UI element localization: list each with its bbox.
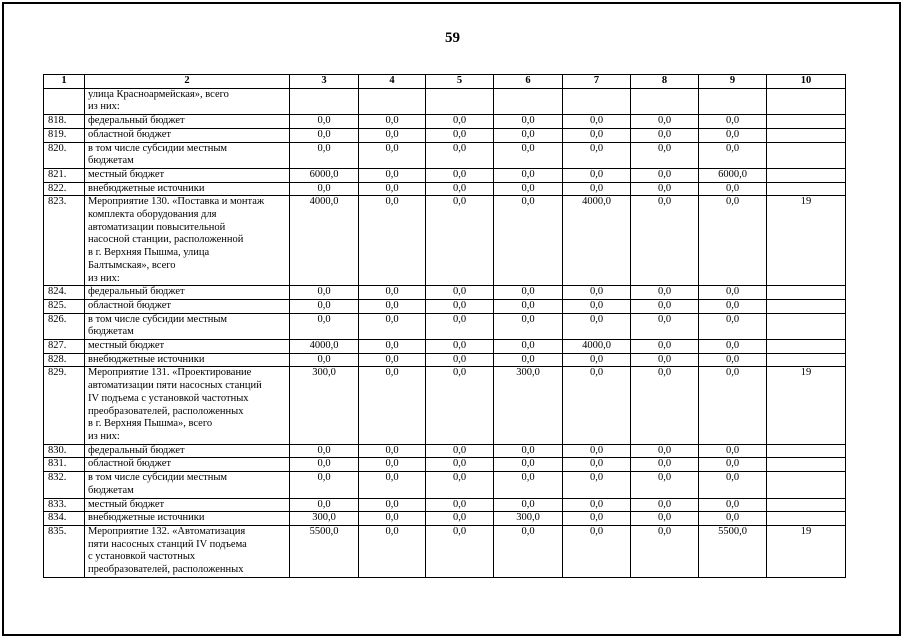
value-cell: 0,0: [426, 182, 494, 196]
table-row: [44, 115, 846, 129]
value-cell: 300,0: [290, 512, 359, 526]
value-cell: 0,0: [290, 128, 359, 142]
description-line: автоматизации пяти насосных станций: [88, 380, 262, 392]
value-cell: 0,0: [563, 458, 631, 472]
table-row: [44, 313, 846, 339]
table-row: [44, 525, 846, 577]
value-cell: 0,0: [359, 472, 426, 498]
row-number: 834.: [44, 512, 85, 526]
value-cell: 0,0: [563, 168, 631, 182]
description-line: из них:: [88, 430, 120, 442]
value-cell: 0,0: [631, 115, 699, 129]
value-cell: 0,0: [494, 340, 563, 354]
value-cell: 0,0: [359, 196, 426, 286]
description-line: местный бюджет: [88, 498, 165, 510]
value-cell: 4000,0: [290, 196, 359, 286]
value-cell: 0,0: [426, 168, 494, 182]
value-cell: 0,0: [494, 525, 563, 577]
value-cell: 0,0: [631, 142, 699, 168]
value-cell: 0,0: [290, 472, 359, 498]
value-cell: 0,0: [290, 458, 359, 472]
column-10-cell: [767, 128, 846, 142]
header-row: [44, 75, 846, 89]
description-line: Мероприятие 131. «Проектирование: [88, 367, 252, 379]
value-cell: 0,0: [563, 299, 631, 313]
value-cell: 0,0: [359, 525, 426, 577]
page-number: 59: [445, 30, 460, 46]
value-cell: [631, 88, 699, 114]
description-line: пяти насосных станций IV подъема: [88, 538, 247, 550]
value-cell: 0,0: [426, 444, 494, 458]
value-cell: 0,0: [699, 498, 767, 512]
value-cell: 0,0: [699, 458, 767, 472]
value-cell: [699, 88, 767, 114]
table-row: [44, 458, 846, 472]
header-cell: 7: [563, 75, 631, 89]
value-cell: 0,0: [359, 313, 426, 339]
header-cell: 9: [699, 75, 767, 89]
description-line: внебюджетные источники: [88, 512, 205, 524]
column-10-cell: [767, 168, 846, 182]
value-cell: 0,0: [631, 299, 699, 313]
value-cell: 0,0: [563, 353, 631, 367]
table-row: [44, 286, 846, 300]
description-line: преобразователей, расположенных: [88, 564, 244, 576]
column-10-cell: [767, 458, 846, 472]
value-cell: 0,0: [290, 142, 359, 168]
column-10-cell: [767, 142, 846, 168]
value-cell: 0,0: [494, 444, 563, 458]
value-cell: 0,0: [426, 313, 494, 339]
value-cell: 0,0: [563, 286, 631, 300]
row-number: 826.: [44, 313, 85, 339]
row-number: 829.: [44, 367, 85, 444]
table-row: [44, 142, 846, 168]
column-10-cell: [767, 115, 846, 129]
row-description: [85, 299, 290, 313]
value-cell: 0,0: [359, 340, 426, 354]
description-line: федеральный бюджет: [88, 115, 185, 127]
row-number: 832.: [44, 472, 85, 498]
description-line: в том числе субсидии местным: [88, 472, 228, 484]
value-cell: 0,0: [359, 142, 426, 168]
value-cell: 0,0: [631, 128, 699, 142]
value-cell: 0,0: [494, 168, 563, 182]
description-line: в г. Верхняя Пышма, улица: [88, 247, 210, 259]
row-number: 831.: [44, 458, 85, 472]
value-cell: 0,0: [494, 313, 563, 339]
value-cell: 0,0: [359, 115, 426, 129]
description-line: IV подъема с установкой частотных: [88, 392, 249, 404]
header-cell: 6: [494, 75, 563, 89]
description-line: автоматизации повысительной: [88, 221, 226, 233]
row-number: 827.: [44, 340, 85, 354]
value-cell: 0,0: [426, 367, 494, 444]
value-cell: 0,0: [699, 367, 767, 444]
value-cell: 0,0: [631, 512, 699, 526]
value-cell: 0,0: [359, 168, 426, 182]
description-line: улица Красноармейская», всего: [88, 88, 229, 100]
table-row: [44, 196, 846, 286]
value-cell: 0,0: [494, 299, 563, 313]
row-number: 818.: [44, 115, 85, 129]
row-description: [85, 168, 290, 182]
value-cell: 0,0: [631, 340, 699, 354]
value-cell: 0,0: [699, 196, 767, 286]
header-cell: 1: [44, 75, 85, 89]
row-number: 830.: [44, 444, 85, 458]
value-cell: 0,0: [631, 444, 699, 458]
value-cell: 0,0: [359, 444, 426, 458]
row-description: [85, 128, 290, 142]
column-10-cell: [767, 498, 846, 512]
table-row: [44, 128, 846, 142]
header-cell: 8: [631, 75, 699, 89]
value-cell: 0,0: [359, 512, 426, 526]
table-row: [44, 299, 846, 313]
description-line: бюджетам: [88, 326, 134, 338]
row-number: 824.: [44, 286, 85, 300]
value-cell: 0,0: [426, 128, 494, 142]
description-line: преобразователей, расположенных: [88, 405, 244, 417]
value-cell: 0,0: [290, 313, 359, 339]
value-cell: 0,0: [426, 196, 494, 286]
value-cell: 0,0: [631, 353, 699, 367]
value-cell: 0,0: [426, 115, 494, 129]
value-cell: 0,0: [699, 353, 767, 367]
value-cell: 0,0: [631, 458, 699, 472]
value-cell: 0,0: [699, 286, 767, 300]
value-cell: 0,0: [426, 498, 494, 512]
value-cell: [359, 88, 426, 114]
value-cell: 0,0: [563, 142, 631, 168]
row-number: 821.: [44, 168, 85, 182]
value-cell: 0,0: [563, 444, 631, 458]
column-10-cell: [767, 313, 846, 339]
value-cell: 0,0: [494, 498, 563, 512]
description-line: в том числе субсидии местным: [88, 142, 228, 154]
table-body: [44, 88, 846, 577]
description-line: из них:: [88, 272, 120, 284]
budget-table: [43, 74, 846, 578]
description-line: бюджетам: [88, 484, 134, 496]
value-cell: 0,0: [426, 340, 494, 354]
value-cell: 0,0: [290, 444, 359, 458]
column-10-cell: [767, 472, 846, 498]
value-cell: 0,0: [631, 182, 699, 196]
description-line: областной бюджет: [88, 128, 171, 140]
value-cell: 0,0: [494, 182, 563, 196]
value-cell: [494, 88, 563, 114]
row-number: 835.: [44, 525, 85, 577]
value-cell: 0,0: [426, 299, 494, 313]
value-cell: 0,0: [699, 444, 767, 458]
row-description: [85, 498, 290, 512]
value-cell: 0,0: [631, 196, 699, 286]
table-row: [44, 168, 846, 182]
row-number: 823.: [44, 196, 85, 286]
row-description: [85, 313, 290, 339]
value-cell: 0,0: [494, 353, 563, 367]
description-line: местный бюджет: [88, 168, 165, 180]
description-line: насосной станции, расположенной: [88, 234, 244, 246]
row-description: [85, 115, 290, 129]
row-description: [85, 196, 290, 286]
value-cell: 0,0: [563, 525, 631, 577]
value-cell: 0,0: [290, 353, 359, 367]
table-row: [44, 88, 846, 114]
table-row: [44, 498, 846, 512]
column-10-cell: [767, 182, 846, 196]
value-cell: 0,0: [494, 115, 563, 129]
header-cell: 2: [85, 75, 290, 89]
row-number: 825.: [44, 299, 85, 313]
value-cell: 0,0: [426, 142, 494, 168]
row-description: [85, 340, 290, 354]
table-row: [44, 444, 846, 458]
value-cell: 0,0: [699, 313, 767, 339]
description-line: Мероприятие 130. «Поставка и монтаж: [88, 196, 265, 208]
value-cell: 0,0: [699, 299, 767, 313]
table-row: [44, 472, 846, 498]
value-cell: 0,0: [699, 115, 767, 129]
table-row: [44, 367, 846, 444]
table-row: [44, 182, 846, 196]
value-cell: 0,0: [426, 458, 494, 472]
description-line: местный бюджет: [88, 340, 165, 352]
value-cell: 0,0: [359, 286, 426, 300]
row-number: 833.: [44, 498, 85, 512]
column-10-cell: 19: [767, 196, 846, 286]
column-10-cell: 19: [767, 367, 846, 444]
value-cell: [290, 88, 359, 114]
value-cell: 0,0: [426, 472, 494, 498]
row-description: [85, 525, 290, 577]
column-10-cell: [767, 353, 846, 367]
value-cell: 0,0: [494, 128, 563, 142]
value-cell: 4000,0: [563, 196, 631, 286]
row-description: [85, 286, 290, 300]
description-line: из них:: [88, 101, 120, 113]
value-cell: 0,0: [563, 115, 631, 129]
value-cell: 0,0: [359, 128, 426, 142]
value-cell: 4000,0: [563, 340, 631, 354]
value-cell: 0,0: [563, 182, 631, 196]
row-description: [85, 472, 290, 498]
value-cell: 0,0: [699, 128, 767, 142]
value-cell: 0,0: [426, 286, 494, 300]
value-cell: 0,0: [426, 525, 494, 577]
value-cell: 4000,0: [290, 340, 359, 354]
value-cell: 0,0: [290, 286, 359, 300]
value-cell: 0,0: [359, 498, 426, 512]
value-cell: [426, 88, 494, 114]
value-cell: 0,0: [631, 498, 699, 512]
description-line: комплекта оборудования для: [88, 209, 217, 221]
value-cell: 0,0: [359, 299, 426, 313]
value-cell: 0,0: [494, 286, 563, 300]
row-number: 822.: [44, 182, 85, 196]
description-line: областной бюджет: [88, 299, 171, 311]
row-description: [85, 353, 290, 367]
value-cell: 0,0: [563, 472, 631, 498]
value-cell: 0,0: [563, 313, 631, 339]
row-number: 820.: [44, 142, 85, 168]
table-row: [44, 512, 846, 526]
value-cell: 0,0: [631, 168, 699, 182]
value-cell: 0,0: [563, 512, 631, 526]
row-description: [85, 182, 290, 196]
column-10-cell: [767, 88, 846, 114]
row-number: 828.: [44, 353, 85, 367]
value-cell: 0,0: [290, 115, 359, 129]
table-row: [44, 340, 846, 354]
value-cell: 0,0: [699, 472, 767, 498]
value-cell: 0,0: [359, 367, 426, 444]
value-cell: 5500,0: [699, 525, 767, 577]
description-line: федеральный бюджет: [88, 444, 185, 456]
value-cell: 0,0: [699, 182, 767, 196]
description-line: с установкой частотных: [88, 551, 196, 563]
column-10-cell: [767, 340, 846, 354]
description-line: областной бюджет: [88, 458, 171, 470]
row-description: [85, 458, 290, 472]
table-row: [44, 353, 846, 367]
column-10-cell: 19: [767, 525, 846, 577]
column-10-cell: [767, 444, 846, 458]
value-cell: 0,0: [631, 367, 699, 444]
value-cell: 0,0: [699, 142, 767, 168]
row-description: [85, 142, 290, 168]
value-cell: 0,0: [426, 512, 494, 526]
value-cell: 6000,0: [290, 168, 359, 182]
row-description: [85, 367, 290, 444]
value-cell: 0,0: [563, 128, 631, 142]
value-cell: 300,0: [494, 512, 563, 526]
value-cell: 0,0: [631, 313, 699, 339]
header-cell: 5: [426, 75, 494, 89]
description-line: в г. Верхняя Пышма», всего: [88, 418, 213, 430]
row-description: [85, 512, 290, 526]
value-cell: 300,0: [494, 367, 563, 444]
description-line: Мероприятие 132. «Автоматизация: [88, 525, 246, 537]
value-cell: 0,0: [699, 340, 767, 354]
column-10-cell: [767, 512, 846, 526]
header-cell: 4: [359, 75, 426, 89]
row-description: [85, 444, 290, 458]
value-cell: 0,0: [563, 367, 631, 444]
value-cell: 0,0: [290, 299, 359, 313]
value-cell: 0,0: [563, 498, 631, 512]
value-cell: 0,0: [359, 353, 426, 367]
value-cell: 0,0: [494, 472, 563, 498]
header-cell: 10: [767, 75, 846, 89]
row-description: [85, 88, 290, 114]
row-number: [44, 88, 85, 114]
value-cell: 0,0: [426, 353, 494, 367]
column-10-cell: [767, 286, 846, 300]
value-cell: 0,0: [359, 182, 426, 196]
column-10-cell: [767, 299, 846, 313]
value-cell: 0,0: [631, 286, 699, 300]
value-cell: 300,0: [290, 367, 359, 444]
value-cell: 0,0: [631, 472, 699, 498]
row-number: 819.: [44, 128, 85, 142]
description-line: федеральный бюджет: [88, 286, 185, 298]
value-cell: 0,0: [359, 458, 426, 472]
value-cell: 0,0: [494, 458, 563, 472]
value-cell: 0,0: [290, 498, 359, 512]
header-cell: 3: [290, 75, 359, 89]
value-cell: 0,0: [631, 525, 699, 577]
description-line: Балтымская», всего: [88, 259, 176, 271]
description-line: внебюджетные источники: [88, 182, 205, 194]
value-cell: 5500,0: [290, 525, 359, 577]
value-cell: 0,0: [494, 196, 563, 286]
value-cell: 0,0: [494, 142, 563, 168]
description-line: бюджетам: [88, 155, 134, 167]
value-cell: 0,0: [699, 512, 767, 526]
description-line: в том числе субсидии местным: [88, 313, 228, 325]
value-cell: 0,0: [290, 182, 359, 196]
value-cell: 6000,0: [699, 168, 767, 182]
description-line: внебюджетные источники: [88, 353, 205, 365]
value-cell: [563, 88, 631, 114]
